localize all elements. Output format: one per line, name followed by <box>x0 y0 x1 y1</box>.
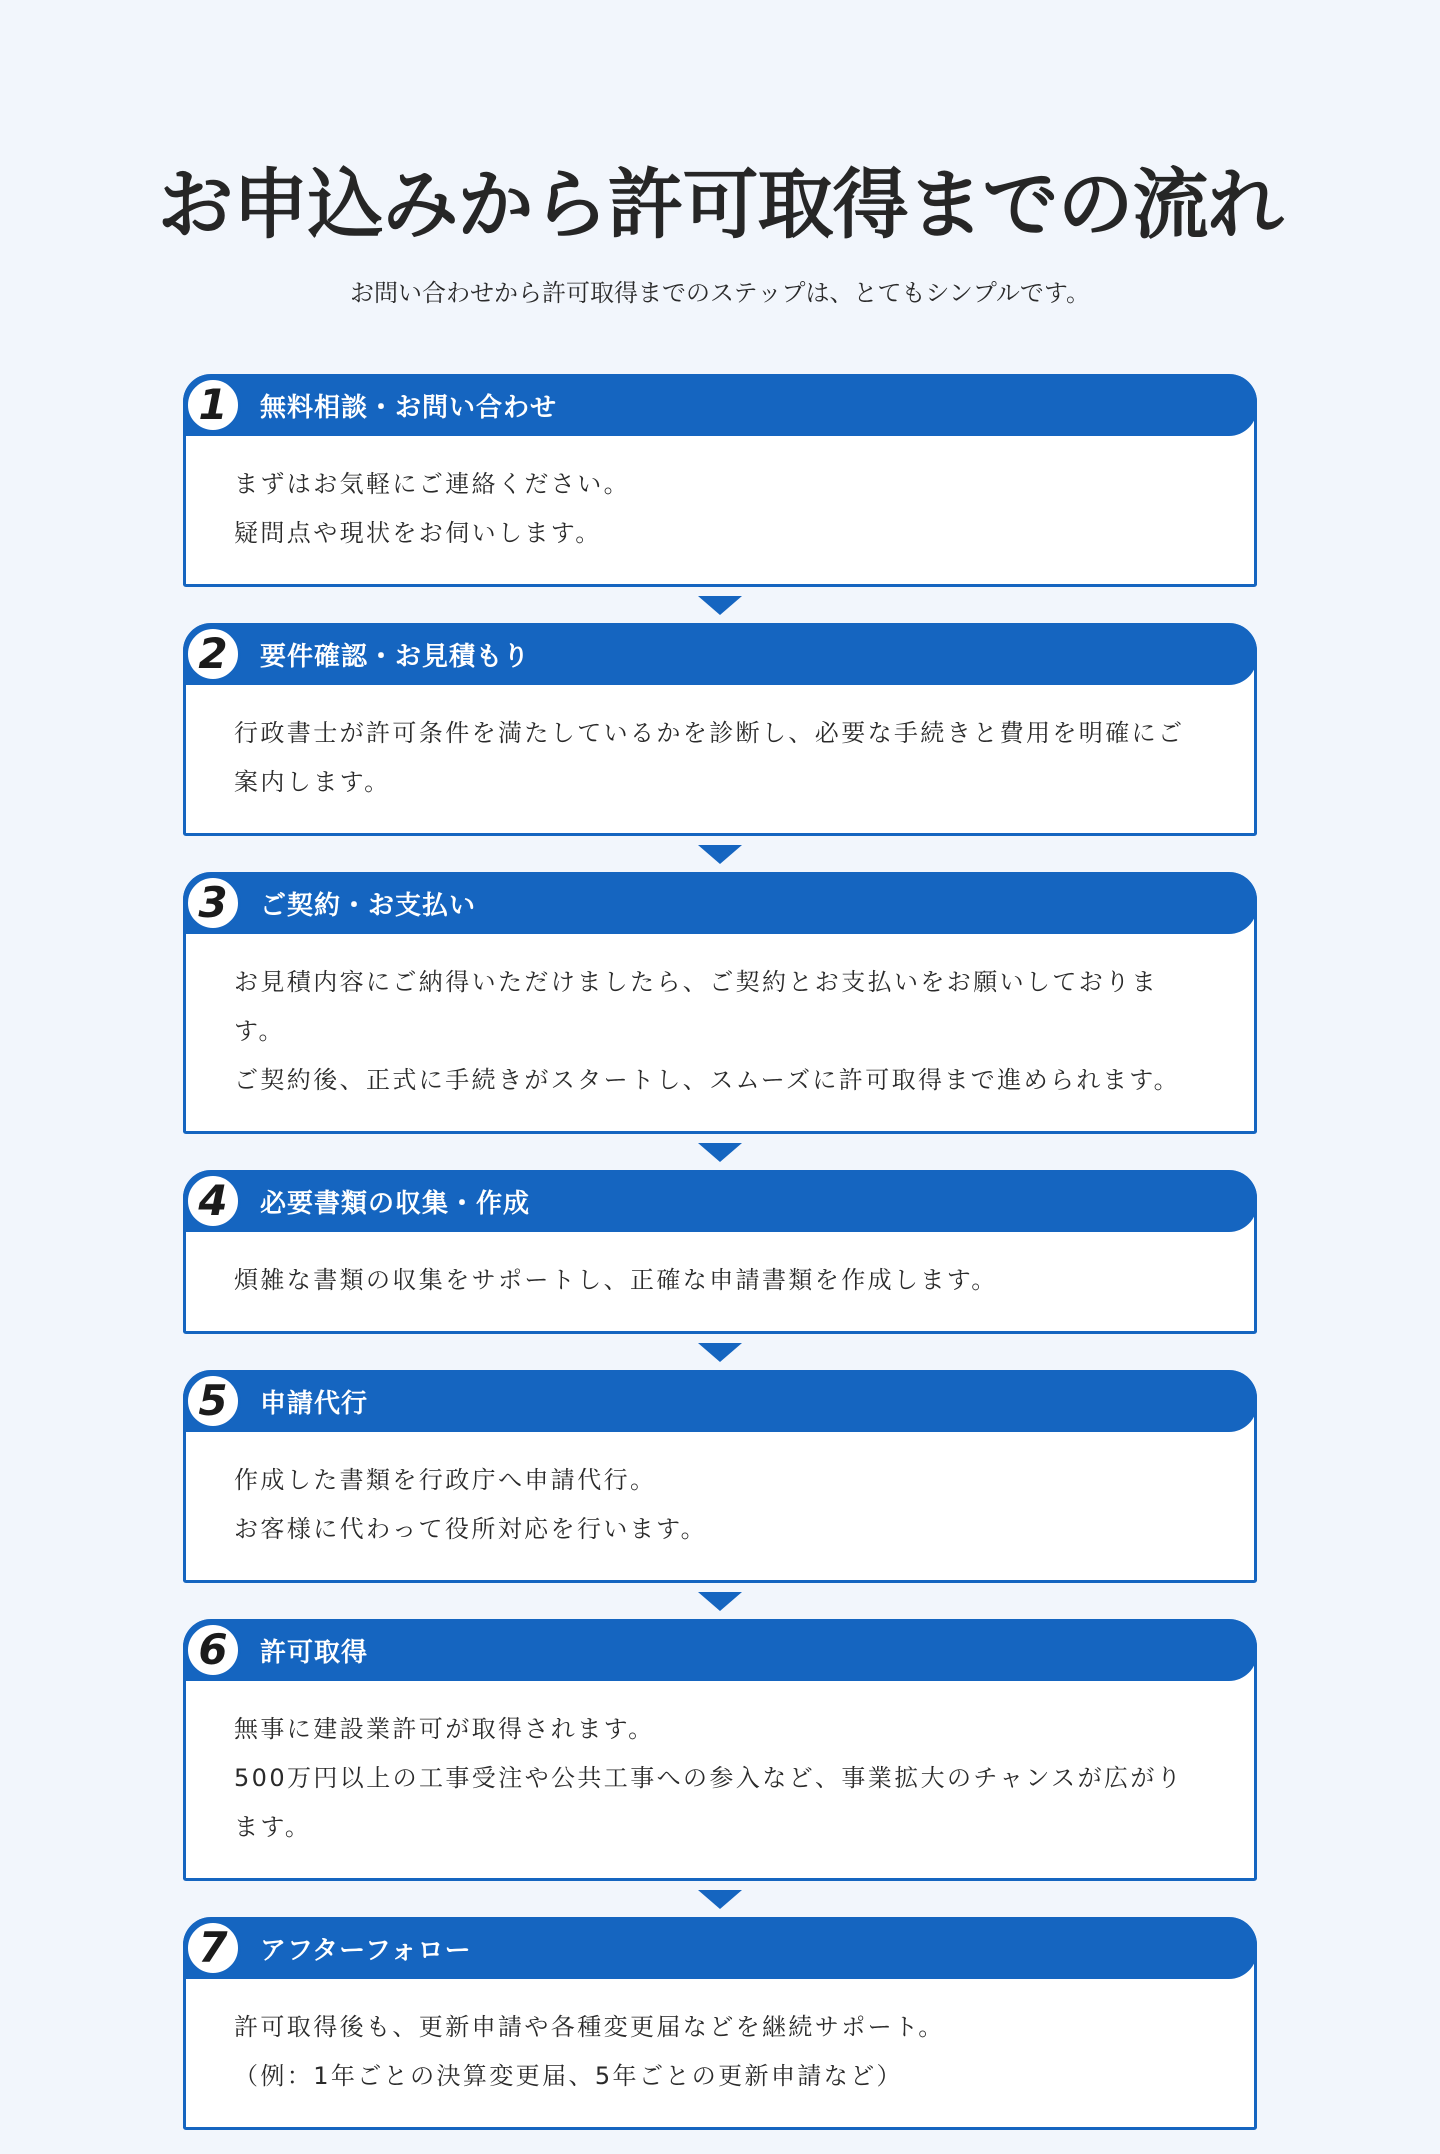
step-number-badge: 4 <box>185 1173 241 1229</box>
step-text-line: お見積内容にご納得いただけましたら、ご契約とお支払いをお願いしております。 <box>234 968 1158 1045</box>
steps-flow <box>183 374 1257 2130</box>
step-title: アフターフォロー <box>260 1935 472 1966</box>
step-number-badge: 3 <box>185 875 241 931</box>
step-body <box>186 436 1254 584</box>
step-arrow <box>183 587 1257 623</box>
step-body <box>186 685 1254 833</box>
step-number-badge: 6 <box>185 1622 241 1678</box>
step-text-line: 500万円以上の工事受注や公共工事への参入など、事業拡大のチャンスが広がります。 <box>234 1764 1184 1841</box>
step-card-1 <box>183 374 1257 587</box>
step-card-6 <box>183 1619 1257 1881</box>
step-number-badge: 5 <box>185 1373 241 1429</box>
step-arrow <box>183 1334 1257 1370</box>
step-title: 必要書類の収集・作成 <box>260 1188 531 1219</box>
step-card-5 <box>183 1370 1257 1583</box>
step-arrow <box>183 1583 1257 1619</box>
step-text-line: 疑問点や現状をお伺いします。 <box>234 519 602 547</box>
step-text-line: 無事に建設業許可が取得されます。 <box>234 1715 655 1743</box>
step-title: 許可取得 <box>260 1637 369 1668</box>
step-card-4 <box>183 1170 1257 1334</box>
arrow-down-icon <box>698 1143 742 1162</box>
step-header <box>183 374 1257 436</box>
step-title: 要件確認・お見積もり <box>260 641 531 672</box>
page-subtitle: お問い合わせから許可取得までのステップは、とてもシンプルです。 <box>349 279 1091 307</box>
step-body <box>186 1681 1254 1878</box>
arrow-down-icon <box>698 845 742 864</box>
step-text-line: お客様に代わって役所対応を行います。 <box>234 1515 708 1543</box>
step-text-line: 許可取得後も、更新申請や各種変更届などを継続サポート。 <box>234 2013 945 2041</box>
step-header <box>183 623 1257 685</box>
step-body <box>186 1979 1254 2127</box>
step-text-line: （例：1年ごとの決算変更届、5年ごとの更新申請など） <box>234 2062 903 2090</box>
step-text-line: 作成した書類を行政庁へ申請代行。 <box>234 1466 657 1494</box>
step-arrow <box>183 836 1257 872</box>
arrow-down-icon <box>698 1890 742 1909</box>
step-number-badge: 2 <box>185 626 241 682</box>
step-arrow <box>183 1134 1257 1170</box>
page-title: お申込みから許可取得までの流れ <box>157 160 1283 249</box>
step-header <box>183 1619 1257 1681</box>
arrow-down-icon <box>698 596 742 615</box>
step-title: 無料相談・お問い合わせ <box>260 392 558 423</box>
step-text-line: 煩雑な書類の収集をサポートし、正確な申請書類を作成します。 <box>234 1266 998 1294</box>
step-card-3 <box>183 872 1257 1134</box>
step-body <box>186 1232 1254 1331</box>
step-header <box>183 1370 1257 1432</box>
step-header <box>183 1917 1257 1979</box>
arrow-down-icon <box>698 1592 742 1611</box>
step-card-7 <box>183 1917 1257 2130</box>
step-body <box>186 934 1254 1131</box>
step-header <box>183 872 1257 934</box>
step-title: 申請代行 <box>260 1388 369 1419</box>
step-header <box>183 1170 1257 1232</box>
step-arrow <box>183 1881 1257 1917</box>
step-text-line: ご契約後、正式に手続きがスタートし、スムーズに許可取得まで進められます。 <box>234 1066 1181 1094</box>
step-text-line: 行政書士が許可条件を満たしているかを診断し、必要な手続きと費用を明確にご案内します。 <box>234 719 1185 796</box>
step-number-badge: 1 <box>185 377 241 433</box>
step-title: ご契約・お支払い <box>260 890 477 921</box>
step-number-badge: 7 <box>185 1920 241 1976</box>
arrow-down-icon <box>698 1343 742 1362</box>
step-text-line: まずはお気軽にご連絡ください。 <box>234 470 630 498</box>
step-body <box>186 1432 1254 1580</box>
step-card-2 <box>183 623 1257 836</box>
